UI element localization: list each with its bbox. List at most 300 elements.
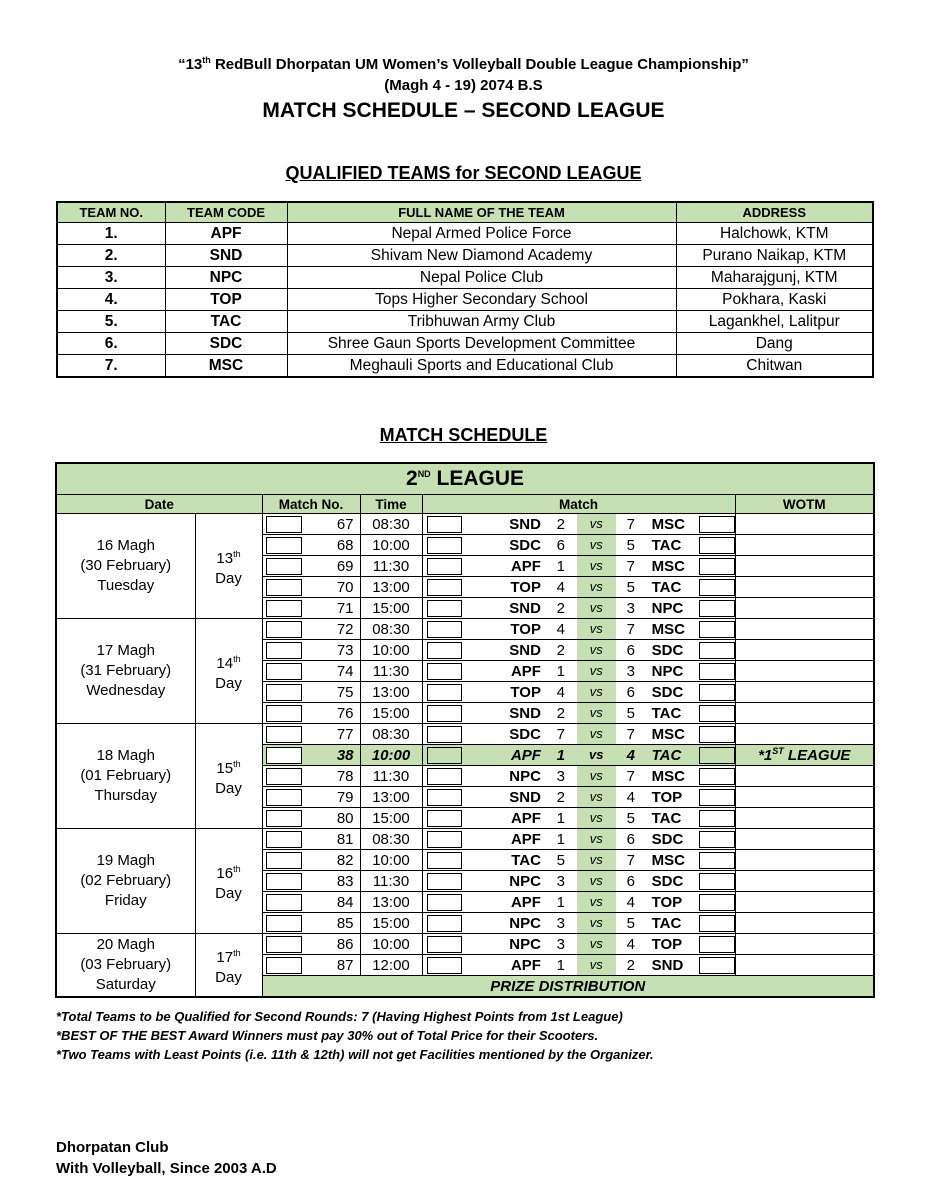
team2-number: 3	[626, 599, 635, 617]
day-cell	[195, 934, 262, 998]
team2-number: 6	[626, 872, 635, 890]
match-number: 80	[336, 809, 354, 827]
match-no-cell	[262, 892, 360, 913]
vs-label: vs	[577, 787, 616, 807]
checkbox-box	[266, 894, 302, 911]
wotm-cell	[735, 577, 874, 598]
match-number: 38	[336, 746, 354, 764]
team-code: TOP	[165, 289, 287, 311]
match-time: 11:30	[360, 661, 422, 682]
team1-code: NPC	[509, 872, 541, 890]
team2-code: SDC	[651, 830, 684, 848]
match-cell	[422, 661, 735, 682]
team-code: TAC	[165, 311, 287, 333]
team1-number: 3	[556, 872, 565, 890]
date-cell	[56, 724, 195, 829]
wotm-text: LEAGUE	[783, 747, 851, 764]
match-cell	[422, 934, 735, 955]
column-header: WOTM	[735, 495, 874, 514]
team2-number: 4	[626, 935, 635, 953]
team1-number: 2	[556, 788, 565, 806]
team-name: Tribhuwan Army Club	[287, 311, 676, 333]
column-header: FULL NAME OF THE TEAM	[287, 202, 676, 223]
team1-box	[427, 726, 463, 743]
checkbox-box	[266, 705, 302, 722]
match-number: 84	[336, 893, 354, 911]
team2-code: SDC	[651, 641, 684, 659]
match-time: 13:00	[360, 577, 422, 598]
date-cell	[56, 619, 195, 724]
match-no-cell	[262, 724, 360, 745]
table-row	[57, 311, 873, 333]
team2-box	[699, 705, 735, 722]
team1-box	[427, 894, 463, 911]
wotm-cell	[735, 514, 874, 535]
checkbox-box	[266, 936, 302, 953]
match-no-cell	[262, 535, 360, 556]
team-name: Meghauli Sports and Educational Club	[287, 355, 676, 378]
match-number: 67	[336, 515, 354, 533]
team1-number: 1	[556, 557, 565, 575]
team2-number: 4	[626, 893, 635, 911]
wotm-cell	[735, 703, 874, 724]
team2-box	[699, 516, 735, 533]
team2-number: 6	[626, 683, 635, 701]
team1-code: SDC	[509, 725, 541, 743]
vs-label: vs	[577, 514, 616, 534]
match-no-cell	[262, 955, 360, 976]
team1-number: 7	[556, 725, 565, 743]
match-number: 82	[336, 851, 354, 869]
match-cell	[422, 619, 735, 640]
day-number: 17	[216, 948, 234, 966]
wotm-cell	[735, 955, 874, 976]
team1-number: 2	[556, 515, 565, 533]
match-no-cell	[262, 703, 360, 724]
team1-box	[427, 852, 463, 869]
day-cell	[195, 514, 262, 619]
team1-number: 4	[556, 683, 565, 701]
team1-number: 1	[556, 746, 565, 764]
team2-box	[699, 621, 735, 638]
vs-label: vs	[577, 766, 616, 786]
team-address: Lagankhel, Lalitpur	[676, 311, 873, 333]
wotm-cell	[735, 766, 874, 787]
team1-code: APF	[510, 746, 541, 764]
team-no: 3.	[57, 267, 165, 289]
wotm-cell	[735, 871, 874, 892]
match-time: 11:30	[360, 871, 422, 892]
team2-number: 5	[626, 809, 635, 827]
vs-label: vs	[577, 598, 616, 618]
team2-box	[699, 537, 735, 554]
team1-box	[427, 831, 463, 848]
date-line: Friday	[104, 892, 147, 909]
team-name: Tops Higher Secondary School	[287, 289, 676, 311]
day-suffix: th	[233, 653, 241, 664]
match-time: 15:00	[360, 808, 422, 829]
checkbox-box	[266, 852, 302, 869]
championship-title: “13th RedBull Dhorpatan UM Women’s Volleyball Double League Championship”	[178, 55, 749, 73]
team2-box	[699, 789, 735, 806]
match-number: 85	[336, 914, 354, 932]
match-no-cell	[262, 745, 360, 766]
team1-code: APF	[510, 830, 541, 848]
team1-code: SND	[509, 599, 541, 617]
team2-number: 7	[626, 725, 635, 743]
match-cell	[422, 577, 735, 598]
vs-label: vs	[577, 661, 616, 681]
team1-code: SND	[509, 515, 541, 533]
match-cell	[422, 556, 735, 577]
match-number: 68	[336, 536, 354, 554]
footer	[56, 1137, 277, 1179]
match-cell	[422, 724, 735, 745]
match-time: 08:30	[360, 724, 422, 745]
match-number: 70	[336, 578, 354, 596]
match-cell	[422, 745, 735, 766]
wotm-cell	[735, 556, 874, 577]
wotm-cell	[735, 934, 874, 955]
column-header: Time	[360, 495, 422, 514]
team2-code: MSC	[651, 851, 685, 869]
wotm-cell	[735, 598, 874, 619]
match-time: 13:00	[360, 787, 422, 808]
wotm-cell	[735, 829, 874, 850]
match-cell	[422, 535, 735, 556]
team1-number: 3	[556, 914, 565, 932]
match-no-cell	[262, 829, 360, 850]
match-time: 15:00	[360, 703, 422, 724]
wotm-cell	[735, 787, 874, 808]
team2-box	[699, 810, 735, 827]
checkbox-box	[266, 621, 302, 638]
vs-label: vs	[577, 745, 616, 765]
team1-box	[427, 705, 463, 722]
match-no-cell	[262, 619, 360, 640]
day-suffix: th	[233, 863, 241, 874]
qualified-teams-table	[56, 201, 874, 378]
checkbox-box	[266, 726, 302, 743]
date-line: Tuesday	[97, 577, 155, 594]
wotm-cell	[735, 724, 874, 745]
wotm-cell	[735, 745, 874, 766]
team1-code: APF	[510, 557, 541, 575]
vs-label: vs	[577, 640, 616, 660]
match-row	[56, 934, 874, 955]
wotm-cell	[735, 850, 874, 871]
team2-box	[699, 936, 735, 953]
team2-code: TAC	[651, 536, 682, 554]
team-code: NPC	[165, 267, 287, 289]
match-no-cell	[262, 514, 360, 535]
team1-number: 5	[556, 851, 565, 869]
team-name: Shree Gaun Sports Development Committee	[287, 333, 676, 355]
team2-number: 7	[626, 620, 635, 638]
match-cell	[422, 913, 735, 934]
day-number: 13	[216, 549, 234, 567]
match-no-cell	[262, 661, 360, 682]
checkbox-box	[266, 684, 302, 701]
date-cell	[56, 514, 195, 619]
match-cell	[422, 871, 735, 892]
date-line: 18 Magh	[96, 747, 155, 764]
match-no-cell	[262, 913, 360, 934]
match-number: 86	[336, 935, 354, 953]
table-row	[57, 289, 873, 311]
checkbox-box	[266, 537, 302, 554]
checkbox-box	[266, 768, 302, 785]
team2-box	[699, 558, 735, 575]
match-time: 15:00	[360, 598, 422, 619]
match-time: 13:00	[360, 682, 422, 703]
table-row	[57, 245, 873, 267]
match-time: 08:30	[360, 514, 422, 535]
team2-code: NPC	[651, 599, 684, 617]
match-no-cell	[262, 934, 360, 955]
team2-number: 6	[626, 830, 635, 848]
wotm-sup: ST	[772, 746, 784, 756]
column-header: Match	[422, 495, 735, 514]
match-time: 08:30	[360, 619, 422, 640]
team-address: Halchowk, KTM	[676, 223, 873, 245]
team1-number: 1	[556, 662, 565, 680]
team1-box	[427, 747, 463, 764]
date-line: 19 Magh	[96, 852, 155, 869]
team1-box	[427, 600, 463, 617]
wotm-text: *1	[758, 747, 773, 764]
date-line: Saturday	[95, 976, 156, 993]
checkbox-box	[266, 789, 302, 806]
date-line: 17 Magh	[96, 642, 155, 659]
day-word: Day	[215, 674, 242, 692]
match-cell	[422, 829, 735, 850]
team1-number: 3	[556, 767, 565, 785]
vs-label: vs	[577, 829, 616, 849]
team2-code: MSC	[651, 620, 685, 638]
team2-code: TOP	[651, 893, 683, 911]
team2-code: TAC	[651, 578, 682, 596]
team2-number: 4	[626, 746, 635, 764]
match-cell	[422, 787, 735, 808]
vs-label: vs	[577, 535, 616, 555]
team2-code: MSC	[651, 725, 685, 743]
team-address: Chitwan	[676, 355, 873, 378]
team1-code: SDC	[509, 536, 541, 554]
match-no-cell	[262, 682, 360, 703]
date-line: 20 Magh	[96, 936, 155, 953]
checkbox-box	[266, 600, 302, 617]
team-code: APF	[165, 223, 287, 245]
column-header: Date	[56, 495, 262, 514]
team1-code: APF	[510, 956, 541, 974]
team1-code: TOP	[510, 620, 541, 638]
team1-code: TAC	[511, 851, 541, 869]
match-number: 73	[336, 641, 354, 659]
match-row	[56, 724, 874, 745]
team2-number: 7	[626, 557, 635, 575]
team1-box	[427, 558, 463, 575]
team2-code: MSC	[651, 515, 685, 533]
team1-code: NPC	[509, 914, 541, 932]
team1-code: NPC	[509, 935, 541, 953]
column-header: TEAM NO.	[57, 202, 165, 223]
date-line: (31 February)	[80, 662, 172, 679]
column-header: Match No.	[262, 495, 360, 514]
match-cell	[422, 808, 735, 829]
match-no-cell	[262, 787, 360, 808]
team1-box	[427, 789, 463, 806]
checkbox-box	[266, 957, 302, 974]
team1-number: 4	[556, 620, 565, 638]
vs-label: vs	[577, 724, 616, 744]
date-line: (02 February)	[80, 872, 172, 889]
team-no: 6.	[57, 333, 165, 355]
vs-label: vs	[577, 808, 616, 828]
team-no: 5.	[57, 311, 165, 333]
qualified-teams-title: QUALIFIED TEAMS for SECOND LEAGUE	[285, 163, 642, 183]
day-word: Day	[215, 884, 242, 902]
team1-number: 3	[556, 935, 565, 953]
team1-box	[427, 579, 463, 596]
vs-label: vs	[577, 850, 616, 870]
day-suffix: th	[233, 758, 241, 769]
team2-code: TAC	[651, 704, 682, 722]
date-line: Thursday	[94, 787, 158, 804]
match-no-cell	[262, 808, 360, 829]
match-number: 83	[336, 872, 354, 890]
wotm-cell	[735, 682, 874, 703]
checkbox-box	[266, 810, 302, 827]
team1-code: SND	[509, 641, 541, 659]
team2-number: 5	[626, 578, 635, 596]
team1-box	[427, 663, 463, 680]
team2-box	[699, 768, 735, 785]
team2-number: 5	[626, 704, 635, 722]
match-no-cell	[262, 850, 360, 871]
team2-number: 4	[626, 788, 635, 806]
match-no-cell	[262, 871, 360, 892]
date-line: (30 February)	[80, 557, 172, 574]
team2-box	[699, 957, 735, 974]
team1-box	[427, 957, 463, 974]
match-time: 10:00	[360, 850, 422, 871]
team1-number: 2	[556, 704, 565, 722]
match-time: 10:00	[360, 934, 422, 955]
table-row	[57, 267, 873, 289]
team1-box	[427, 684, 463, 701]
checkbox-box	[266, 747, 302, 764]
match-time: 15:00	[360, 913, 422, 934]
vs-label: vs	[577, 619, 616, 639]
day-suffix: th	[233, 947, 241, 958]
team2-box	[699, 726, 735, 743]
match-cell	[422, 850, 735, 871]
note-line: *Two Teams with Least Points (i.e. 11th & 12th) will not get Facilities mentioned by the Organizer.	[56, 1047, 654, 1062]
team-no: 7.	[57, 355, 165, 378]
team-code: SDC	[165, 333, 287, 355]
match-schedule-title: MATCH SCHEDULE	[379, 425, 548, 445]
checkbox-box	[266, 831, 302, 848]
match-time: 12:00	[360, 955, 422, 976]
match-time: 13:00	[360, 892, 422, 913]
team-no: 4.	[57, 289, 165, 311]
match-cell	[422, 640, 735, 661]
date-cell	[56, 829, 195, 934]
team2-code: MSC	[651, 557, 685, 575]
team-address: Pokhara, Kaski	[676, 289, 873, 311]
note-line: *Total Teams to be Qualified for Second Rounds: 7 (Having Highest Points from 1st League)	[56, 1009, 623, 1024]
team1-box	[427, 768, 463, 785]
notes	[56, 1007, 654, 1064]
match-number: 76	[336, 704, 354, 722]
match-number: 79	[336, 788, 354, 806]
team2-box	[699, 831, 735, 848]
vs-label: vs	[577, 682, 616, 702]
table-row	[57, 223, 873, 245]
match-cell	[422, 703, 735, 724]
team2-number: 7	[626, 851, 635, 869]
day-word: Day	[215, 779, 242, 797]
vs-label: vs	[577, 934, 616, 954]
team1-number: 2	[556, 641, 565, 659]
table-row	[57, 355, 873, 378]
match-cell	[422, 598, 735, 619]
table-row	[57, 333, 873, 355]
team2-box	[699, 852, 735, 869]
vs-label: vs	[577, 892, 616, 912]
team-name: Nepal Police Club	[287, 267, 676, 289]
date-line: 16 Magh	[96, 537, 155, 554]
match-number: 69	[336, 557, 354, 575]
team2-code: TOP	[651, 935, 683, 953]
vs-label: vs	[577, 955, 616, 975]
match-cell	[422, 955, 735, 976]
match-time: 10:00	[360, 745, 422, 766]
team-name: Shivam New Diamond Academy	[287, 245, 676, 267]
wotm-cell	[735, 892, 874, 913]
checkbox-box	[266, 915, 302, 932]
checkbox-box	[266, 579, 302, 596]
column-header: ADDRESS	[676, 202, 873, 223]
team2-code: TAC	[651, 809, 682, 827]
team2-box	[699, 684, 735, 701]
team1-code: SND	[509, 788, 541, 806]
date-line: (01 February)	[80, 767, 172, 784]
checkbox-box	[266, 558, 302, 575]
team1-number: 6	[556, 536, 565, 554]
team2-number: 7	[626, 767, 635, 785]
team1-number: 1	[556, 830, 565, 848]
match-number: 78	[336, 767, 354, 785]
championship-dates: (Magh 4 - 19) 2074 B.S	[384, 77, 543, 94]
team1-box	[427, 936, 463, 953]
team2-number: 6	[626, 641, 635, 659]
vs-label: vs	[577, 871, 616, 891]
match-cell	[422, 766, 735, 787]
wotm-cell	[735, 913, 874, 934]
team2-box	[699, 894, 735, 911]
team2-code: NPC	[651, 662, 684, 680]
team2-code: TAC	[651, 746, 682, 764]
team2-box	[699, 915, 735, 932]
team1-box	[427, 810, 463, 827]
team-no: 1.	[57, 223, 165, 245]
page-title: MATCH SCHEDULE – SECOND LEAGUE	[262, 99, 665, 122]
team2-code: SND	[651, 956, 684, 974]
match-number: 81	[336, 830, 354, 848]
match-number: 77	[336, 725, 354, 743]
